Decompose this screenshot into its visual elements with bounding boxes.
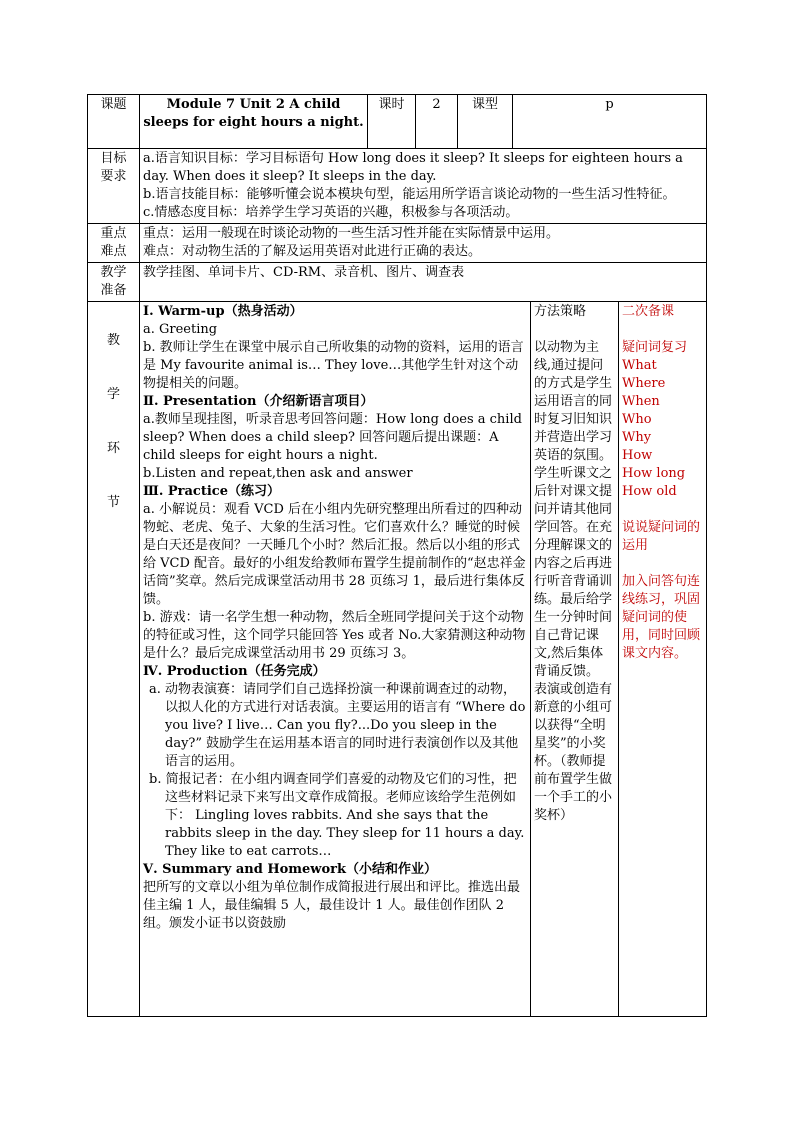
question-word: What: [622, 358, 657, 373]
type-label: 课型: [458, 95, 513, 149]
method-p2: 学生听课文之后针对课文提问并请其他同学回答。在充分理解课文的内容之后再进行听音背诵训练。最后给学生一分钟时间自己背记课文,然后集体背诵反馈。: [534, 466, 613, 679]
process-label: [88, 302, 140, 1017]
topic-label: 课题: [88, 95, 140, 149]
topic-value: Module 7 Unit 2 A child sleeps for eight hours a night.: [140, 95, 368, 149]
production-b: b. 简报记者：在小组内调查同学们喜爱的动物及它们的习性，把这些材料记录下来写出文章作成简报。老师应该给学生范例如下： Lingling loves rabbits. And she says that the rabbits sleep in the day. They sleep for 11 hours a day. They like to eat carrots…: [149, 772, 525, 859]
section-presentation-title: Ⅱ. Presentation（介绍新语言项目）: [143, 394, 374, 409]
prep-content: 教学挂图、单词卡片、CD-RM、录音机、图片、调查表: [140, 263, 707, 302]
section-summary-title: Ⅴ. Summary and Homework（小结和作业）: [143, 862, 438, 877]
header-row: [88, 95, 707, 149]
method-p1: 以动物为主线,通过提问的方式是学生运用语言的同时复习旧知识并营造出学习英语的氛围。: [534, 340, 613, 463]
say-question-words: 说说疑问词的运用: [622, 520, 701, 553]
presentation-b: b.Listen and repeat,then ask and answer: [143, 466, 413, 481]
key-content: [140, 224, 707, 263]
method-title: 方法策略: [534, 304, 587, 319]
key-row: [88, 224, 707, 263]
process-label-char: 教: [106, 333, 120, 348]
key-label: 重点 难点: [88, 224, 140, 263]
presentation-a: a.教师呈现挂图，听录音思考回答问题：How long does a child sleep? When does a child sleep? 回答问题后提出课题：A child sleeps for eight hours a night.: [143, 412, 522, 463]
question-word: Why: [622, 430, 652, 445]
method-p3: 表演或创造有新意的小组可以获得“全明星奖”的小奖杯。（教师提前布置学生做一个手工的小奖杯）: [534, 682, 613, 823]
practice-a: a. 小解说员：观看 VCD 后在小组内先研究整理出所看过的四种动物蛇、老虎、兔子、大象的生活习性。它们喜欢什么？睡觉的时候是白天还是夜间？一天睡几个小时？然后汇报。然后以小组的形式给 VCD 配音。最好的小组发给教师布置学生提前制作的“赵忠祥金话筒”奖章。然后完成课堂活动用书 28 页练习 1，最后进行集体反馈。: [143, 502, 526, 607]
warmup-b: b. 教师让学生在课堂中展示自己所收集的动物的资料，运用的语言是 My favourite animal is… They love…其他学生针对这个动物提相关的问题。: [143, 340, 524, 391]
production-a: a. 动物表演赛：请同学们自己选择扮演一种课前调查过的动物，以拟人化的方式进行对话表演。主要运用的语言有 “Where do you live? I live… Can you fly?...Do you sleep in the day?” 鼓励学生在运用基本语言的同时进行表演创作以及其他语言的运用。: [149, 682, 526, 769]
goals-content: [140, 149, 707, 224]
process-row: [88, 302, 707, 1017]
question-words-title: 疑问词复习: [622, 340, 688, 355]
question-word: How old: [622, 484, 677, 499]
warmup-a: a. Greeting: [143, 322, 218, 337]
method-column: [531, 302, 619, 1017]
question-word: How: [622, 448, 653, 463]
question-word: How long: [622, 466, 686, 481]
matching-exercise-note: 加入问答句连线练习，巩固疑问词的使用，同时回顾课文内容。: [622, 574, 701, 661]
difficult-point: 难点：对动物生活的了解及运用英语对此进行正确的表达。: [143, 244, 482, 259]
prep-row: [88, 263, 707, 302]
process-label-char: 学: [106, 387, 120, 402]
goals-row: [88, 149, 707, 224]
section-practice-title: Ⅲ. Practice（练习）: [143, 484, 280, 499]
prep-label: 教学 准备: [88, 263, 140, 302]
goal-b: b.语言技能目标：能够听懂会说本模块句型，能运用所学语言谈论动物的一些生活习性特征。: [143, 187, 676, 202]
section-warmup-title: Ⅰ. Warm-up（热身活动）: [143, 304, 303, 319]
key-point: 重点：运用一般现在时谈论动物的一些生活习性并能在实际情景中运用。: [143, 226, 560, 241]
process-content: [140, 302, 531, 1017]
question-word: Where: [622, 376, 666, 391]
hours-label: 课时: [368, 95, 416, 149]
lesson-plan-table: [87, 94, 707, 1017]
process-label-char: 环: [106, 441, 120, 456]
question-word: When: [622, 394, 660, 409]
type-value: p: [513, 95, 707, 149]
summary-text: 把所写的文章以小组为单位制作成简报进行展出和评比。推选出最佳主编 1 人，最佳编辑 5 人，最佳设计 1 人。最佳创作团队 2 组。颁发小证书以资鼓励: [143, 880, 521, 931]
goal-c: c.情感态度目标：培养学生学习英语的兴趣，积极参与各项活动。: [143, 205, 519, 220]
question-word: Who: [622, 412, 652, 427]
second-prep-title: 二次备课: [622, 304, 675, 319]
practice-b: b. 游戏：请一名学生想一种动物，然后全班同学提问关于这个动物的特征或习性，这个同学只能回答 Yes 或者 No.大家猜测这种动物是什么？最后完成课堂活动用书 29 页练习 3。: [143, 610, 526, 661]
goals-label: 目标 要求: [88, 149, 140, 224]
goal-a: a.语言知识目标：学习目标语句 How long does it sleep? It sleeps for eighteen hours a day. When does it sleep? It sleeps in the day.: [143, 151, 683, 184]
hours-value: 2: [416, 95, 458, 149]
section-production-title: Ⅳ. Production（任务完成）: [143, 664, 326, 679]
lesson-plan: [87, 94, 706, 1017]
second-prep-column: [619, 302, 707, 1017]
process-label-char: 节: [106, 495, 120, 510]
